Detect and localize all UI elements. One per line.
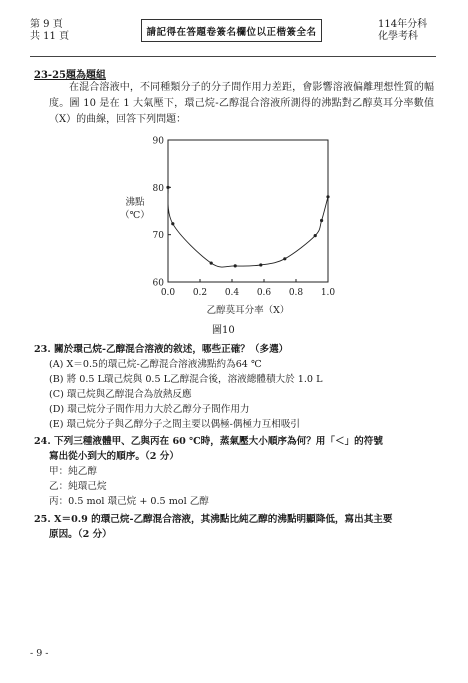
q24-item-jia: 甲：純乙醇 — [49, 466, 97, 477]
y-tick-label: 60 — [152, 278, 164, 289]
q23-option-b: (B) 將 0.5 L環己烷與 0.5 L乙醇混合後，溶液總體積大於 1.0 L — [49, 374, 323, 385]
q23-option-a: (A) X＝0.5的環己烷-乙醇混合溶液沸點約為64 ℃ — [49, 359, 262, 370]
data-point — [314, 234, 317, 237]
data-point — [326, 195, 329, 198]
q24-item-yi: 乙：純環己烷 — [49, 481, 107, 492]
data-point — [259, 263, 262, 266]
x-tick-label: 1.0 — [320, 288, 336, 298]
total-pages-label: 共 11 頁 — [30, 31, 70, 42]
plot-frame — [168, 140, 328, 282]
exam-title: 114年分科 — [378, 19, 428, 30]
x-tick-label: 0.2 — [192, 288, 208, 298]
x-tick-label: 0.4 — [224, 288, 240, 298]
question-24-stem-line1: 24. 下列三種液體甲、乙與丙在 60 ℃時，蒸氣壓大小順序為何？用「＜」的符號 — [34, 436, 383, 447]
y-tick-label: 70 — [152, 231, 164, 242]
data-point — [234, 264, 237, 267]
header-divider — [30, 56, 436, 57]
x-tick-label: 0.6 — [256, 288, 272, 298]
q23-option-e: (E) 環己烷分子與乙醇分子之間主要以偶極-偶極力互相吸引 — [49, 419, 301, 430]
data-point — [166, 186, 169, 189]
data-point — [210, 261, 213, 264]
y-axis-label-line1: 沸點 — [125, 197, 145, 208]
boiling-point-chart — [110, 132, 360, 322]
data-point — [283, 257, 286, 260]
question-25-stem-line2: 原因。（2 分） — [49, 529, 112, 540]
question-25-stem-line1: 25. X＝0.9 的環己烷-乙醇混合溶液，其沸點比純乙醇的沸點明顯降低，寫出其主要 — [34, 514, 393, 525]
q24-item-bing: 丙：0.5 mol 環己烷 + 0.5 mol 乙醇 — [49, 496, 209, 507]
data-point — [171, 222, 174, 225]
intro-paragraph: 在混合溶液中，不同種類分子的分子間作用力差距，會影響溶液偏離理想性質的幅度。圖 10 是在 1 大氣壓下，環己烷-乙醇混合溶液所測得的沸點對乙醇莫耳分率數值（X）的曲線，回答下列問題： — [49, 82, 434, 125]
x-tick-label: 0.8 — [288, 288, 304, 298]
y-tick-label: 80 — [152, 183, 164, 194]
x-tick-label: 0.0 — [160, 288, 176, 298]
data-point — [320, 219, 323, 222]
q23-option-d: (D) 環己烷分子間作用力大於乙醇分子間作用力 — [49, 404, 250, 415]
y-axis-label-line2: （℃） — [120, 210, 150, 221]
question-24-stem-line2: 寫出從小到大的順序。（2 分） — [49, 451, 179, 462]
footer-page-number: - 9 - — [30, 648, 49, 659]
boiling-point-curve — [168, 187, 328, 267]
signature-notice: 請記得在答題卷簽名欄位以正楷簽全名 — [141, 19, 322, 42]
q23-option-c: (C) 環己烷與乙醇混合為放熱反應 — [49, 389, 192, 400]
page-label: 第 9 頁 — [30, 19, 63, 30]
y-tick-label: 90 — [152, 136, 164, 147]
figure-caption: 圖10 — [212, 325, 235, 336]
subject-label: 化學考科 — [378, 31, 418, 42]
x-axis-label: 乙醇莫耳分率（X） — [206, 305, 290, 316]
question-group-label: 23-25題為題組 — [34, 70, 106, 81]
question-23-stem: 23. 關於環己烷-乙醇混合溶液的敘述，哪些正確？（多選） — [34, 344, 289, 355]
